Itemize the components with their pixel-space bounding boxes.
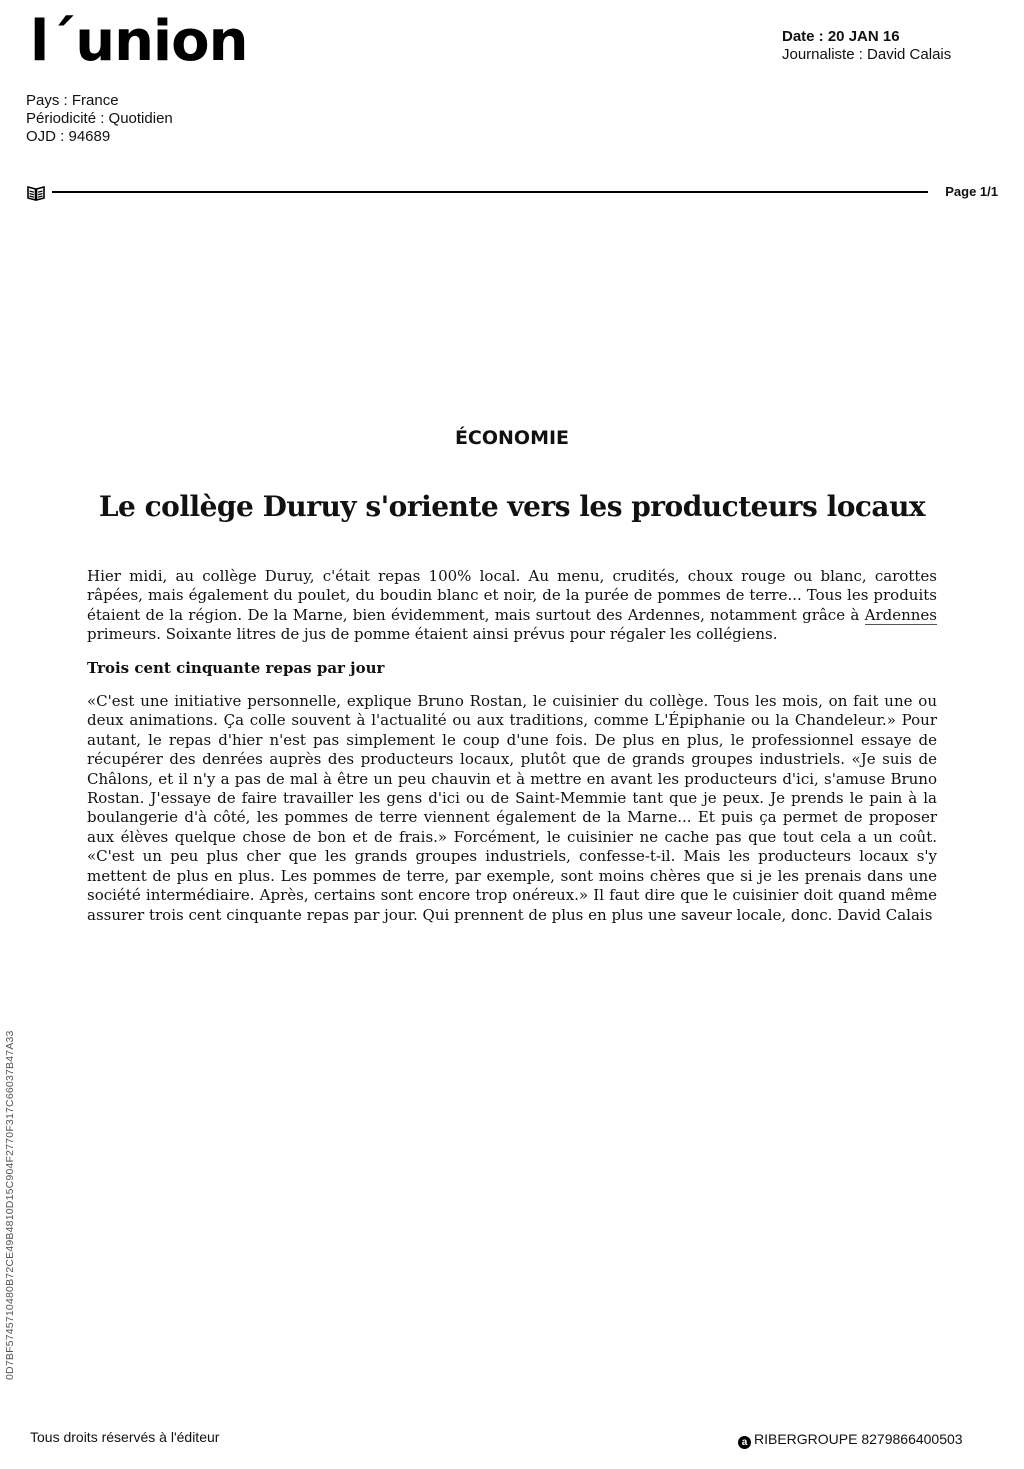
- agency-reference: [738, 1431, 963, 1449]
- section-label: ÉCONOMIE: [454, 427, 570, 449]
- country-line: Pays : France: [26, 92, 119, 109]
- paragraph-text: Hier midi, au collège Duruy, c'était repas 100% local. Au menu, crudités, choux rouge ou blanc, carottes râpées, mais également du poulet, du boudin blanc et noir, de la purée de pommes de terre... Tous les produits étaient de la région. De la Marne, bien évidemment, mais surtout des Ardennes, notamment grâce à: [87, 567, 937, 624]
- publication-logo: l´union: [30, 9, 248, 74]
- journalist-line: Journaliste : David Calais: [782, 46, 952, 63]
- agency-ref-text: RIBERGROUPE 8279866400503: [754, 1431, 963, 1447]
- publication-meta: [26, 92, 173, 146]
- header-rule-row: [26, 183, 998, 201]
- article-paragraph: [87, 567, 937, 645]
- date-line: Date : 20 JAN 16: [782, 28, 900, 45]
- header-divider: [52, 191, 928, 193]
- article-body: [87, 567, 937, 925]
- copyright-notice: Tous droits réservés à l'éditeur: [30, 1429, 220, 1445]
- frequency-line: Périodicité : Quotidien: [26, 110, 173, 127]
- article-subheading: Trois cent cinquante repas par jour: [87, 658, 385, 677]
- article-meta: [782, 28, 951, 64]
- page-indicator: Page 1/1: [945, 184, 998, 199]
- paragraph-text: primeurs. Soixante litres de jus de pomme étaient ainsi prévus pour régaler les collégiens.: [87, 625, 778, 644]
- circulation-line: OJD : 94689: [26, 128, 111, 145]
- ardennes-link[interactable]: Ardennes: [864, 605, 937, 624]
- agency-logo-icon: a: [738, 1436, 751, 1449]
- article-paragraph: «C'est une initiative personnelle, explique Bruno Rostan, le cuisinier du collège. Tous les mois, on fait une ou deux animations. Ça colle souvent à l'actualité ou aux traditions, comme L'Épiphanie ou la Chandeleur.» Pour autant, le repas d'hier n'est pas simplement le coup d'une fois. De plus en plus, le professionnel essaye de récupérer des denrées auprès des producteurs locaux, plutôt que de grands groupes industriels. «Je suis de Châlons, et il n'y a pas de mal à être un peu chauvin et à mettre en avant les producteurs d'ici, s'amuse Bruno Rostan. J'essaye de faire travailler les gens d'ici ou de Saint-Memmie tant que je peux. Je prends le pain à la boulangerie d'à côté, les pommes de terre viennent également de la Marne... Et puis ça permet de proposer aux élèves quelque chose de bon et de frais.» Forcément, le cuisinier ne cache pas que tout cela a un coût. «C'est un peu plus cher que les grands groupes industriels, confesse-t-il. Mais les producteurs locaux s'y mettent de plus en plus. Les pommes de terre, par exemple, sont moins chères que si je les prenais dans une société intermédiaire. Après, certains sont encore trop onéreux.» Il faut dire que le cuisinier doit quand même assurer trois cent cinquante repas par jour. Qui prennent de plus en plus une saveur locale, donc. David Calais: [87, 692, 937, 924]
- document-id-code: 0D7BF5745710480B72CE49B4810D15C904F2770F317C66037B47A33: [4, 1030, 16, 1380]
- article-title: Le collège Duruy s'oriente vers les producteurs locaux: [98, 490, 926, 523]
- book-icon: [26, 184, 46, 202]
